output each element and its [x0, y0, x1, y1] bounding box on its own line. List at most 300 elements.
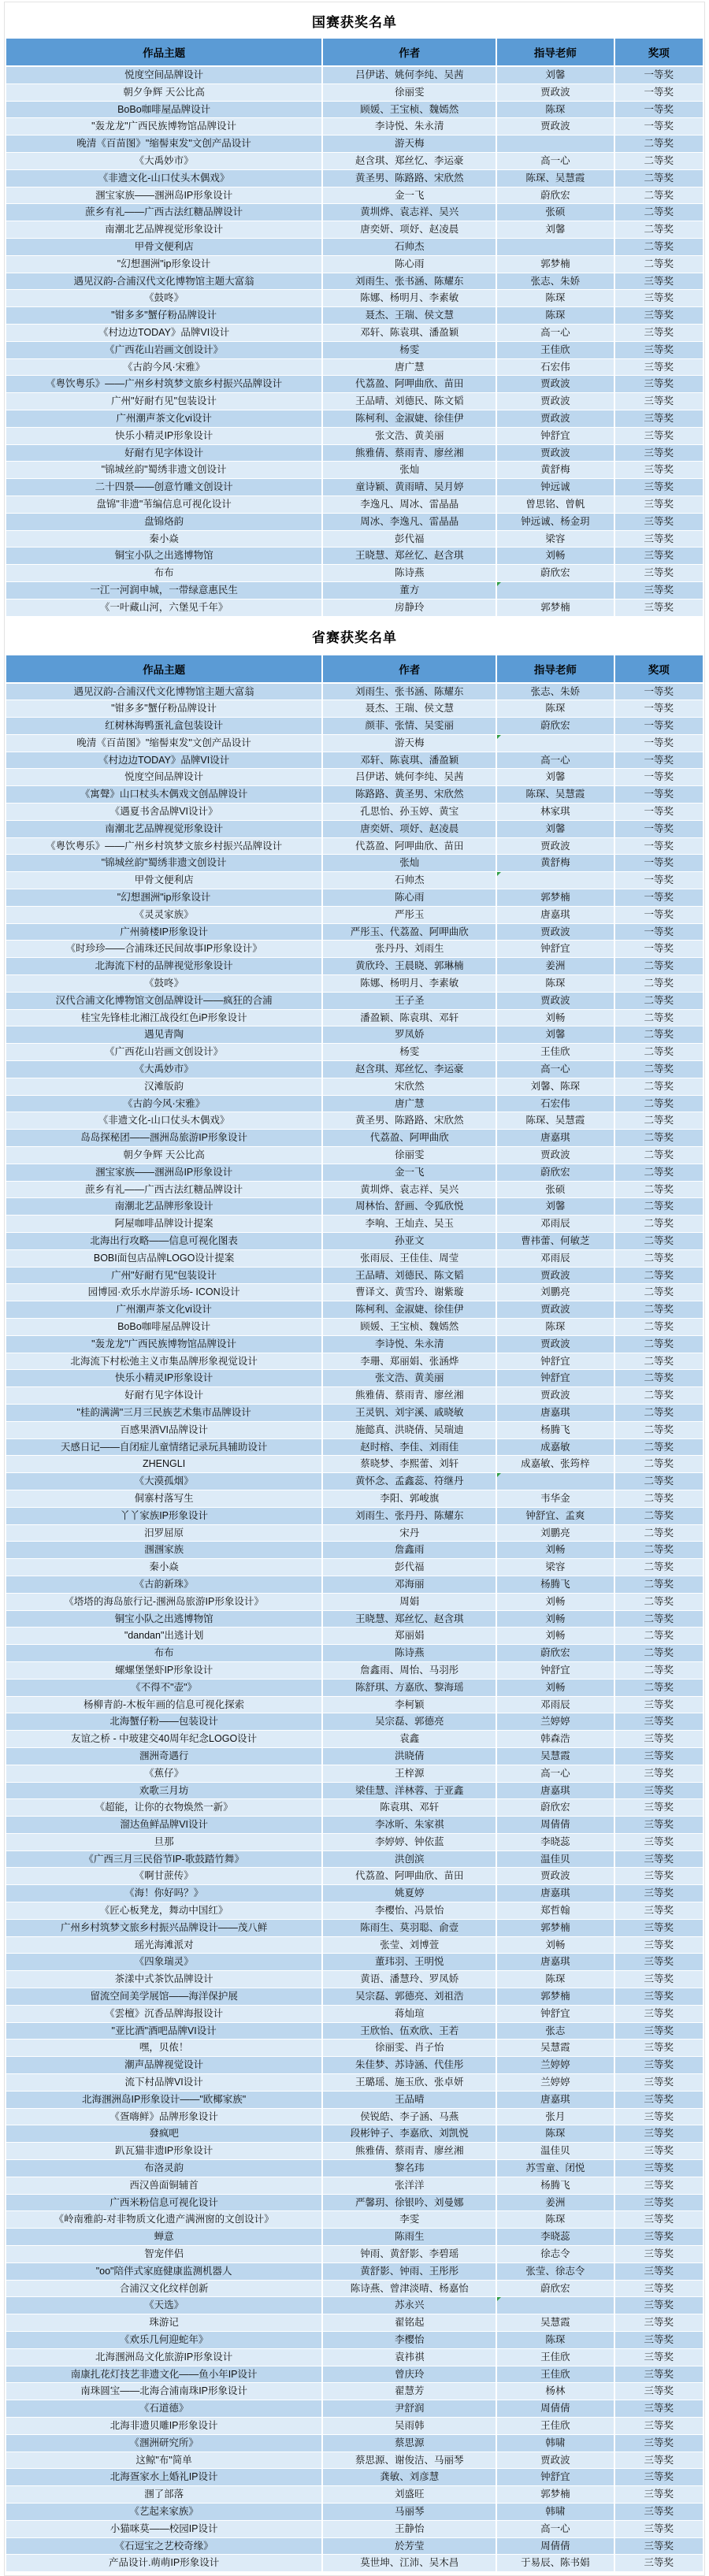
cell-teacher[interactable]: 邓雨辰 [497, 1216, 614, 1233]
cell-award[interactable]: 三等奖 [615, 342, 703, 359]
cell-award[interactable]: 一等奖 [615, 889, 703, 907]
cell-teacher[interactable]: 吴慧霞 [497, 2040, 614, 2057]
cell-teacher[interactable]: 王佳欣 [497, 1044, 614, 1061]
cell-award[interactable]: 一等奖 [615, 735, 703, 752]
cell-award[interactable]: 二等奖 [615, 1112, 703, 1130]
cell-authors[interactable]: 聂杰、王瑞、侯文慧 [323, 700, 497, 718]
cell-teacher[interactable]: 郭梦楠 [497, 1988, 614, 2006]
cell-award[interactable]: 三等奖 [615, 2125, 703, 2143]
cell-work-theme[interactable]: 《时珍珍——合浦珠还民间故事IP形象设计》 [6, 941, 323, 958]
cell-authors[interactable]: 黄圳烨、袁志祥、吴兴 [323, 204, 497, 221]
column-header-teacher[interactable]: 指导老师 [497, 655, 614, 684]
cell-teacher[interactable] [497, 735, 614, 752]
cell-work-theme[interactable]: 《海！你好吗？》 [6, 1885, 323, 1902]
cell-authors[interactable]: 李诗悦、朱永清 [323, 1336, 497, 1353]
cell-work-theme[interactable]: BoBo咖啡屋品牌设计 [6, 102, 323, 119]
cell-authors[interactable]: 黎名玮 [323, 2160, 497, 2177]
cell-authors[interactable]: 刘盛旺 [323, 2486, 497, 2504]
cell-work-theme[interactable]: 北海非遗贝雕IP形象设计 [6, 2418, 323, 2435]
cell-work-theme[interactable]: 布布 [6, 565, 323, 582]
cell-teacher[interactable]: 杨腾飞 [497, 1422, 614, 1439]
cell-teacher[interactable]: 梁容 [497, 531, 614, 548]
cell-teacher[interactable]: 黄舒梅 [497, 462, 614, 479]
cell-teacher[interactable]: 刘馨 [497, 1198, 614, 1216]
cell-award[interactable]: 一等奖 [615, 84, 703, 102]
cell-work-theme[interactable]: 《粤饮粤乐》——广州乡村筑梦文旅乡村振兴品牌设计 [6, 376, 323, 393]
cell-award[interactable]: 一等奖 [615, 102, 703, 119]
cell-award[interactable]: 三等奖 [615, 307, 703, 325]
cell-award[interactable]: 二等奖 [615, 153, 703, 170]
cell-award[interactable]: 二等奖 [615, 1645, 703, 1662]
cell-award[interactable]: 三等奖 [615, 410, 703, 428]
cell-teacher[interactable]: 蔚欣宏 [497, 1799, 614, 1817]
cell-work-theme[interactable]: 欢歌三月坊 [6, 1783, 323, 1800]
cell-teacher[interactable]: 钟舒宜 [497, 428, 614, 445]
cell-work-theme[interactable]: "钳多多"蟹仔粉品牌设计 [6, 700, 323, 718]
cell-work-theme[interactable]: 红树林海鸭蛋礼盒包装设计 [6, 718, 323, 735]
cell-authors[interactable]: 周娟 [323, 1594, 497, 1611]
cell-teacher[interactable]: 杨腾飞 [497, 1576, 614, 1594]
cell-authors[interactable]: 李诗悦、朱永清 [323, 118, 497, 135]
cell-teacher[interactable]: 蔚欣宏 [497, 2281, 614, 2298]
cell-teacher[interactable]: 石宏伟 [497, 1096, 614, 1113]
cell-authors[interactable]: 金一飞 [323, 187, 497, 205]
cell-award[interactable]: 三等奖 [615, 2074, 703, 2092]
cell-award[interactable]: 二等奖 [615, 204, 703, 221]
cell-teacher[interactable]: 钟舒宜 [497, 1353, 614, 1371]
cell-teacher[interactable]: 刘畅 [497, 1680, 614, 1697]
cell-teacher[interactable]: 成嘉敏、张筠梓 [497, 1456, 614, 1473]
cell-teacher[interactable]: 王佳欣 [497, 2366, 614, 2384]
cell-award[interactable]: 三等奖 [615, 273, 703, 291]
cell-work-theme[interactable]: 铜宝小队之出逃博物馆 [6, 547, 323, 565]
cell-authors[interactable]: 李雯 [323, 2211, 497, 2229]
cell-award[interactable]: 二等奖 [615, 1508, 703, 1525]
cell-teacher[interactable]: 陈琛 [497, 102, 614, 119]
cell-work-theme[interactable]: 《大禹妙市》 [6, 1061, 323, 1078]
cell-authors[interactable]: 钟雨、黄舒影、李碧瑶 [323, 2246, 497, 2263]
cell-teacher[interactable]: 刘畅 [497, 1542, 614, 1559]
cell-work-theme[interactable]: 广州潮声茶文化vi设计 [6, 1301, 323, 1319]
cell-award[interactable]: 三等奖 [615, 565, 703, 582]
cell-teacher[interactable]: 张志、朱娇 [497, 273, 614, 291]
cell-work-theme[interactable]: 悦度空间品牌设计 [6, 67, 323, 84]
cell-award[interactable]: 三等奖 [615, 1713, 703, 1731]
cell-work-theme[interactable]: 北海涠洲岛文化旅游IP形象设计 [6, 2349, 323, 2366]
cell-award[interactable]: 三等奖 [615, 2469, 703, 2486]
cell-work-theme[interactable]: 秦小焱 [6, 1559, 323, 1576]
cell-teacher[interactable]: 贾政波 [497, 838, 614, 856]
cell-authors[interactable]: 刘雨生、张书涵、陈耀东 [323, 684, 497, 701]
cell-teacher[interactable]: 贾政波 [497, 410, 614, 428]
cell-teacher[interactable]: 钟远诚、杨金玥 [497, 514, 614, 531]
cell-work-theme[interactable]: 汉代合浦文化博物馆文创品牌设计——疯狂的合浦 [6, 993, 323, 1010]
cell-award[interactable]: 二等奖 [615, 1182, 703, 1199]
cell-award[interactable]: 一等奖 [615, 924, 703, 941]
cell-award[interactable]: 三等奖 [615, 2143, 703, 2160]
cell-award[interactable]: 三等奖 [615, 2418, 703, 2435]
column-header-authors[interactable]: 作者 [323, 655, 497, 684]
cell-authors[interactable]: 颜菲、张情、吴雯丽 [323, 718, 497, 735]
cell-authors[interactable]: 袁鑫 [323, 1731, 497, 1748]
cell-award[interactable]: 三等奖 [615, 2538, 703, 2556]
cell-work-theme[interactable]: 秦小焱 [6, 531, 323, 548]
cell-teacher[interactable]: 陈琛 [497, 2211, 614, 2229]
cell-teacher[interactable]: 蔚欣宏 [497, 1645, 614, 1662]
cell-work-theme[interactable]: 《天选》 [6, 2297, 323, 2314]
cell-award[interactable]: 一等奖 [615, 118, 703, 135]
cell-authors[interactable]: 莫世坤、江沛、吴木昌 [323, 2555, 497, 2572]
cell-teacher[interactable]: 钟舒宜 [497, 2469, 614, 2486]
cell-award[interactable]: 三等奖 [615, 462, 703, 479]
cell-award[interactable]: 二等奖 [615, 1164, 703, 1182]
cell-work-theme[interactable]: 甲骨文便利店 [6, 239, 323, 256]
cell-work-theme[interactable]: "钳多多"蟹仔粉品牌设计 [6, 307, 323, 325]
cell-work-theme[interactable]: 盘锦烙韵 [6, 514, 323, 531]
cell-award[interactable]: 三等奖 [615, 496, 703, 514]
cell-teacher[interactable]: 陈琛 [497, 975, 614, 993]
cell-award[interactable]: 二等奖 [615, 1216, 703, 1233]
cell-teacher[interactable]: 唐嘉琪 [497, 907, 614, 924]
cell-work-theme[interactable]: 《鼓咚》 [6, 975, 323, 993]
cell-authors[interactable]: 熊雅倩、蔡雨青、廖丝湘 [323, 2143, 497, 2160]
cell-work-theme[interactable]: 旦那 [6, 1834, 323, 1851]
cell-work-theme[interactable]: 晚清《百苗图》"缩髻束发"文创产品设计 [6, 735, 323, 752]
cell-award[interactable]: 二等奖 [615, 1010, 703, 1027]
cell-award[interactable]: 一等奖 [615, 838, 703, 856]
cell-work-theme[interactable]: 这鲸"布"简单 [6, 2452, 323, 2470]
cell-work-theme[interactable]: 涠了部落 [6, 2486, 323, 2504]
cell-teacher[interactable]: 贾政波 [497, 376, 614, 393]
cell-authors[interactable]: 蒋灿瑄 [323, 2006, 497, 2023]
cell-teacher[interactable]: 成嘉敏 [497, 1439, 614, 1457]
cell-authors[interactable]: 曹译文、黄雪玲、谢紫璇 [323, 1284, 497, 1301]
cell-award[interactable]: 二等奖 [615, 135, 703, 153]
cell-award[interactable]: 二等奖 [615, 1078, 703, 1096]
cell-authors[interactable]: 侯锐皓、李子涵、马燕 [323, 2109, 497, 2126]
cell-authors[interactable]: 李逸凡、周冰、雷晶晶 [323, 496, 497, 514]
cell-work-theme[interactable]: 《大禹妙市》 [6, 153, 323, 170]
cell-work-theme[interactable]: 《欢乐几何迎蛇年》 [6, 2332, 323, 2349]
cell-authors[interactable]: 房静玲 [323, 599, 497, 617]
cell-teacher[interactable]: 温佳贝 [497, 1851, 614, 1869]
cell-award[interactable]: 三等奖 [615, 1971, 703, 1988]
cell-authors[interactable]: 吕伊诺、姚何李纯、吴茜 [323, 769, 497, 786]
cell-authors[interactable]: 刘雨生、张书涵、陈耀东 [323, 273, 497, 291]
cell-teacher[interactable] [497, 1473, 614, 1490]
cell-work-theme[interactable]: 杨柳青韵-木板年画的信息可视化探索 [6, 1697, 323, 1714]
cell-award[interactable]: 二等奖 [615, 1611, 703, 1628]
cell-work-theme[interactable]: 广西米粉信息可视化设计 [6, 2195, 323, 2212]
cell-work-theme[interactable]: 螺螺堡堡虾IP形象设计 [6, 1662, 323, 1680]
cell-award[interactable]: 三等奖 [615, 2314, 703, 2332]
cell-award[interactable]: 三等奖 [615, 531, 703, 548]
cell-teacher[interactable]: 贾政波 [497, 1268, 614, 1285]
cell-teacher[interactable]: 郭梦楠 [497, 889, 614, 907]
cell-teacher[interactable]: 贾政波 [497, 1336, 614, 1353]
cell-authors[interactable]: 王品晴 [323, 2092, 497, 2109]
cell-award[interactable]: 三等奖 [615, 1697, 703, 1714]
cell-work-theme[interactable]: 铜宝小队之出逃博物馆 [6, 1611, 323, 1628]
cell-authors[interactable]: 李响、王灿垚、吴玉 [323, 1216, 497, 1233]
cell-authors[interactable]: 顾媛、王宝桢、魏嫣然 [323, 102, 497, 119]
cell-award[interactable]: 二等奖 [615, 958, 703, 975]
cell-teacher[interactable]: 刘馨、陈琛 [497, 1078, 614, 1096]
cell-teacher[interactable]: 张硕 [497, 204, 614, 221]
cell-authors[interactable]: 陈雨生 [323, 2229, 497, 2246]
cell-teacher[interactable]: 刘鹏亮 [497, 1525, 614, 1542]
cell-authors[interactable]: 张灿 [323, 855, 497, 872]
cell-award[interactable]: 二等奖 [615, 1439, 703, 1457]
cell-authors[interactable]: 李冰昕、朱家祺 [323, 1817, 497, 1834]
cell-teacher[interactable]: 郑哲翰 [497, 1902, 614, 1920]
cell-award[interactable]: 三等奖 [615, 1988, 703, 2006]
cell-teacher[interactable]: 刘鹏亮 [497, 1284, 614, 1301]
cell-teacher[interactable]: 杨腾飞 [497, 2177, 614, 2195]
cell-work-theme[interactable]: "oo"陪伴式家庭健康监测机器人 [6, 2263, 323, 2281]
cell-teacher[interactable]: 贾政波 [497, 1387, 614, 1405]
cell-teacher[interactable]: 兰婷婷 [497, 2074, 614, 2092]
cell-authors[interactable]: 曾庆玲 [323, 2366, 497, 2384]
cell-teacher[interactable]: 高一心 [497, 325, 614, 342]
cell-authors[interactable]: 孔思怡、孙玉婷、黄宝 [323, 804, 497, 821]
cell-teacher[interactable]: 邓雨辰 [497, 1697, 614, 1714]
cell-authors[interactable]: 李柯颖 [323, 1697, 497, 1714]
cell-teacher[interactable]: 高一心 [497, 2521, 614, 2538]
cell-authors[interactable]: 李樱怡、冯景怡 [323, 1902, 497, 1920]
cell-teacher[interactable]: 刘馨 [497, 67, 614, 84]
cell-work-theme[interactable]: BoBo咖啡屋品牌设计 [6, 1319, 323, 1336]
cell-work-theme[interactable]: 發疯吧 [6, 2125, 323, 2143]
cell-work-theme[interactable]: 《广西花山岩画文创设计》 [6, 1044, 323, 1061]
cell-work-theme[interactable]: 广州乡村筑梦文旅乡村振兴品牌设计——茂八鲜 [6, 1920, 323, 1937]
cell-teacher[interactable]: 唐嘉琪 [497, 1783, 614, 1800]
cell-work-theme[interactable]: "轰龙龙"广西民族博物馆品牌设计 [6, 1336, 323, 1353]
cell-authors[interactable]: 彭代福 [323, 531, 497, 548]
cell-award[interactable]: 二等奖 [615, 1559, 703, 1576]
cell-teacher[interactable]: 刘畅 [497, 547, 614, 565]
cell-teacher[interactable]: 兰婷婷 [497, 2057, 614, 2074]
cell-work-theme[interactable]: 北海涠洲岛IP形象设计——"欧椰家族" [6, 2092, 323, 2109]
cell-authors[interactable]: 张莹、刘博萱 [323, 1937, 497, 1954]
cell-work-theme[interactable]: 智宠伴侣 [6, 2246, 323, 2263]
cell-teacher[interactable]: 刘馨 [497, 1026, 614, 1044]
cell-authors[interactable]: 邓轩、陈袁琪、潘盈颖 [323, 325, 497, 342]
cell-work-theme[interactable]: 好耐冇见字体设计 [6, 445, 323, 462]
column-header-theme[interactable]: 作品主题 [6, 39, 323, 67]
cell-award[interactable]: 三等奖 [615, 1937, 703, 1954]
cell-teacher[interactable]: 贾政波 [497, 924, 614, 941]
cell-teacher[interactable]: 李晓蕊 [497, 1834, 614, 1851]
cell-award[interactable]: 二等奖 [615, 239, 703, 256]
cell-award[interactable]: 三等奖 [615, 2057, 703, 2074]
cell-work-theme[interactable]: "dandan"出逃计划 [6, 1628, 323, 1645]
cell-work-theme[interactable]: 北海疍家水上婚礼IP设计 [6, 2469, 323, 2486]
cell-award[interactable]: 三等奖 [615, 2400, 703, 2418]
cell-work-theme[interactable]: 广州潮声茶文化vi设计 [6, 410, 323, 428]
cell-work-theme[interactable]: 百感果酒VI品牌设计 [6, 1422, 323, 1439]
cell-work-theme[interactable]: "轰龙龙"广西民族博物馆品牌设计 [6, 118, 323, 135]
cell-teacher[interactable]: 韩森浩 [497, 1731, 614, 1748]
cell-work-theme[interactable]: 遇见青陶 [6, 1026, 323, 1044]
cell-work-theme[interactable]: 北海出行攻略——信息可视化图表 [6, 1233, 323, 1250]
cell-teacher[interactable]: 陈琛 [497, 2125, 614, 2143]
cell-work-theme[interactable]: 《非遗文化-山口仗头木偶戏》 [6, 170, 323, 187]
cell-work-theme[interactable]: "桂韵满满"三月三民族艺术集市品牌设计 [6, 1405, 323, 1422]
cell-work-theme[interactable]: 留流空间美学展馆——海洋保护展 [6, 1988, 323, 2006]
cell-authors[interactable]: 李阳、郭峻旗 [323, 1490, 497, 1508]
cell-authors[interactable]: 石帅杰 [323, 239, 497, 256]
cell-work-theme[interactable]: 《非遗文化-山口仗头木偶戏》 [6, 1112, 323, 1130]
cell-award[interactable]: 二等奖 [615, 1026, 703, 1044]
cell-authors[interactable]: 邓轩、陈袁琪、潘盈颖 [323, 752, 497, 770]
cell-work-theme[interactable]: 南珠圆宝——北海合浦南珠IP形象设计 [6, 2383, 323, 2400]
cell-authors[interactable]: 蔡思源、谢俊洁、马丽琴 [323, 2452, 497, 2470]
cell-work-theme[interactable]: 涠宝家族——涠洲岛IP形象设计 [6, 187, 323, 205]
cell-award[interactable]: 二等奖 [615, 1268, 703, 1285]
cell-authors[interactable]: 罗凤娇 [323, 1026, 497, 1044]
cell-authors[interactable]: 王灵钒、刘宇溪、戚晓敏 [323, 1405, 497, 1422]
cell-teacher[interactable]: 石宏伟 [497, 359, 614, 377]
cell-teacher[interactable]: 张月 [497, 2109, 614, 2126]
cell-teacher[interactable]: 曹祎蕾、何敏芝 [497, 1233, 614, 1250]
cell-award[interactable]: 二等奖 [615, 1576, 703, 1594]
cell-work-theme[interactable]: 桂宝先锋桂北湘江战役红色iP形象设计 [6, 1010, 323, 1027]
cell-authors[interactable]: 代荔盈、阿呷曲欣、苗田 [323, 376, 497, 393]
cell-authors[interactable]: 徐丽雯 [323, 84, 497, 102]
cell-award[interactable]: 三等奖 [615, 1920, 703, 1937]
cell-work-theme[interactable]: 南康扎花灯技艺非遗文化——鱼小年IP设计 [6, 2366, 323, 2384]
cell-award[interactable]: 三等奖 [615, 393, 703, 410]
cell-teacher[interactable]: 韩啸 [497, 2504, 614, 2521]
cell-authors[interactable]: 王品晴、刘德民、陈文韬 [323, 1268, 497, 1285]
cell-work-theme[interactable]: 快乐小精灵IP形象设计 [6, 428, 323, 445]
cell-teacher[interactable]: 韦华金 [497, 1490, 614, 1508]
cell-work-theme[interactable]: "亚比酒"酒吧品牌VI设计 [6, 2023, 323, 2040]
cell-authors[interactable]: 聂杰、王瑞、侯文慧 [323, 307, 497, 325]
cell-authors[interactable]: 王晓慧、郑丝忆、赵含琪 [323, 1611, 497, 1628]
cell-authors[interactable]: 陈舒琪、方嘉欣、黎海瑶 [323, 1680, 497, 1697]
cell-authors[interactable]: 周林怡、舒画、令狐欣悦 [323, 1198, 497, 1216]
cell-teacher[interactable]: 陈琛、吴慧霞 [497, 786, 614, 804]
cell-award[interactable]: 三等奖 [615, 2109, 703, 2126]
column-header-teacher[interactable]: 指导老师 [497, 39, 614, 67]
cell-work-theme[interactable]: ZHENGLI [6, 1456, 323, 1473]
cell-teacher[interactable]: 贾政波 [497, 118, 614, 135]
cell-teacher[interactable]: 贾政波 [497, 393, 614, 410]
cell-authors[interactable]: 黄舒影、钟雨、王彤彤 [323, 2263, 497, 2281]
cell-teacher[interactable]: 张莹、徐志令 [497, 2263, 614, 2281]
cell-authors[interactable]: 陈袁琪、邓轩 [323, 1799, 497, 1817]
cell-teacher[interactable]: 蔚欣宏 [497, 718, 614, 735]
cell-teacher[interactable]: 吴慧霞 [497, 2314, 614, 2332]
cell-teacher[interactable] [497, 872, 614, 889]
cell-authors[interactable]: 黄欣玲、王晨晓、郭琳楠 [323, 958, 497, 975]
cell-work-theme[interactable]: 《四象瑞灵》 [6, 1954, 323, 1971]
cell-work-theme[interactable]: 《灵灵家族》 [6, 907, 323, 924]
cell-work-theme[interactable]: 《石逗宝之艺校奇缘》 [6, 2538, 323, 2556]
cell-award[interactable]: 二等奖 [615, 1490, 703, 1508]
cell-teacher[interactable]: 钟舒宜 [497, 1370, 614, 1387]
cell-award[interactable]: 三等奖 [615, 376, 703, 393]
cell-authors[interactable]: 徐丽雯、肖子怡 [323, 2040, 497, 2057]
cell-award[interactable]: 二等奖 [615, 1198, 703, 1216]
cell-work-theme[interactable]: 汉滩版韵 [6, 1078, 323, 1096]
cell-authors[interactable]: 李樱怡 [323, 2332, 497, 2349]
cell-teacher[interactable]: 陈琛、吴慧霞 [497, 170, 614, 187]
cell-work-theme[interactable]: 《雲檀》沉香品牌海报设计 [6, 2006, 323, 2023]
cell-authors[interactable]: 张雨辰、王佳佳、周莹 [323, 1250, 497, 1268]
cell-work-theme[interactable]: 好耐冇见字体设计 [6, 1387, 323, 1405]
cell-authors[interactable]: 黄怀念、孟鑫蕊、符继丹 [323, 1473, 497, 1490]
column-header-award[interactable]: 奖项 [615, 39, 703, 67]
cell-teacher[interactable]: 钟舒宜、孟爽 [497, 1508, 614, 1525]
cell-teacher[interactable]: 高一心 [497, 1765, 614, 1783]
cell-award[interactable]: 二等奖 [615, 1370, 703, 1387]
cell-award[interactable]: 三等奖 [615, 1902, 703, 1920]
cell-teacher[interactable] [497, 239, 614, 256]
cell-authors[interactable]: 张灿 [323, 462, 497, 479]
cell-award[interactable]: 三等奖 [615, 2435, 703, 2452]
cell-work-theme[interactable]: 《石道德》 [6, 2400, 323, 2418]
cell-award[interactable]: 一等奖 [615, 67, 703, 84]
cell-award[interactable]: 一等奖 [615, 752, 703, 770]
cell-authors[interactable]: 潘盈颖、陈袁琪、邓轩 [323, 1010, 497, 1027]
cell-teacher[interactable]: 贾政波 [497, 445, 614, 462]
cell-work-theme[interactable]: 《岭南雅韵-对非物质文化遗产满洲窗的文创设计》 [6, 2211, 323, 2229]
cell-authors[interactable]: 代荔盈、阿呷曲欣 [323, 1130, 497, 1147]
cell-authors[interactable]: 孙亚文 [323, 1233, 497, 1250]
cell-authors[interactable]: 代荔盈、阿呷曲欣、苗田 [323, 1868, 497, 1885]
cell-work-theme[interactable]: 《匠心板凳龙，舞动中国红》 [6, 1902, 323, 1920]
cell-work-theme[interactable]: 一江一河润申城，一带绿意惠民生 [6, 582, 323, 599]
cell-teacher[interactable]: 刘畅 [497, 1594, 614, 1611]
cell-authors[interactable]: 童诗颖、黄雨晴、吴月婷 [323, 479, 497, 496]
cell-work-theme[interactable]: 茶漾中式茶饮品牌设计 [6, 1971, 323, 1988]
cell-teacher[interactable]: 吴慧霞 [497, 1748, 614, 1765]
column-header-theme[interactable]: 作品主题 [6, 655, 323, 684]
cell-work-theme[interactable]: 趴瓦猫非遗IP形象设计 [6, 2143, 323, 2160]
cell-teacher[interactable]: 刘馨 [497, 769, 614, 786]
cell-authors[interactable]: 王静怡 [323, 2521, 497, 2538]
cell-work-theme[interactable]: 《大漠孤烟》 [6, 1473, 323, 1490]
cell-award[interactable]: 一等奖 [615, 907, 703, 924]
cell-authors[interactable]: 徐丽雯 [323, 1147, 497, 1164]
cell-teacher[interactable]: 刘畅 [497, 1937, 614, 1954]
cell-authors[interactable]: 赵含琪、郑丝忆、李运豪 [323, 1061, 497, 1078]
cell-authors[interactable]: 陈娜、杨明月、李素敏 [323, 975, 497, 993]
cell-work-theme[interactable]: 蔗乡有礼——广西古法红糖品牌设计 [6, 1182, 323, 1199]
cell-teacher[interactable]: 姜洲 [497, 958, 614, 975]
cell-award[interactable]: 三等奖 [615, 2297, 703, 2314]
cell-teacher[interactable]: 钟舒宜 [497, 2006, 614, 2023]
cell-authors[interactable]: 蔡思源 [323, 2435, 497, 2452]
cell-award[interactable]: 三等奖 [615, 2040, 703, 2057]
cell-work-theme[interactable]: 布布 [6, 1645, 323, 1662]
cell-award[interactable]: 三等奖 [615, 2195, 703, 2212]
cell-authors[interactable]: 袁祎祺 [323, 2349, 497, 2366]
cell-award[interactable]: 二等奖 [615, 1130, 703, 1147]
cell-work-theme[interactable]: 广州"好耐冇见"包装设计 [6, 393, 323, 410]
cell-work-theme[interactable]: 小猫咪莫——校园IP设计 [6, 2521, 323, 2538]
cell-teacher[interactable]: 唐嘉琪 [497, 2092, 614, 2109]
cell-award[interactable]: 二等奖 [615, 170, 703, 187]
cell-work-theme[interactable]: 园博园·欢乐水岸游乐场- ICON设计 [6, 1284, 323, 1301]
cell-award[interactable]: 三等奖 [615, 582, 703, 599]
cell-authors[interactable]: 张文浩、黄美丽 [323, 428, 497, 445]
cell-teacher[interactable]: 刘馨 [497, 821, 614, 838]
cell-award[interactable]: 二等奖 [615, 1233, 703, 1250]
